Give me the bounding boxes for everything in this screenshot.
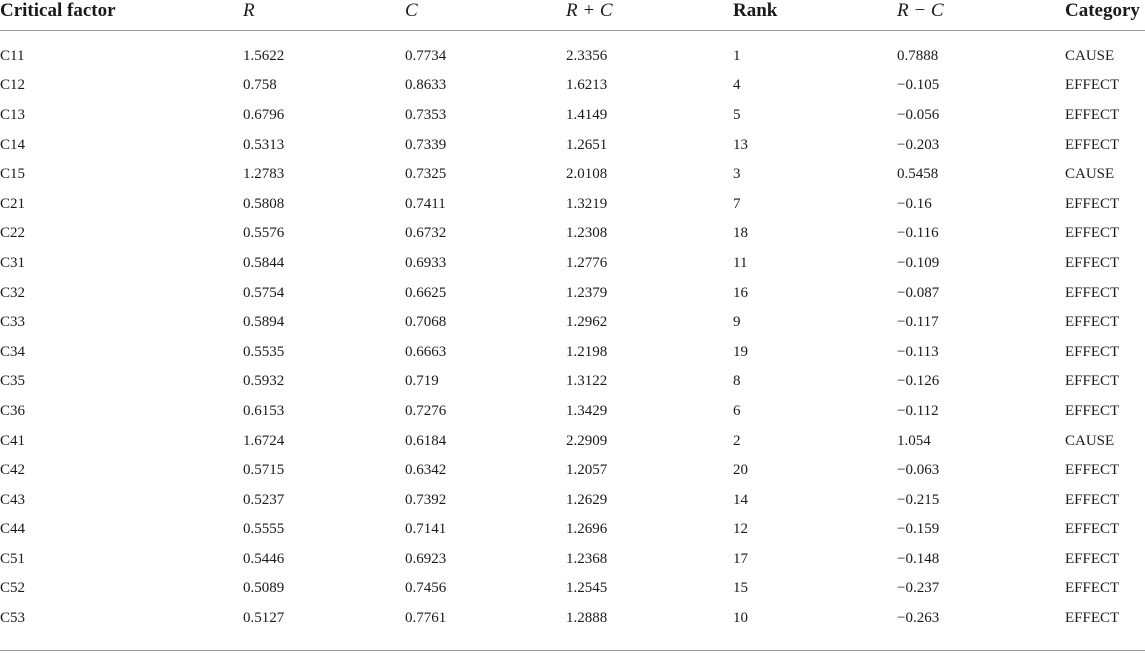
r-plus-c-cell: 1.2962	[566, 314, 608, 331]
r-cell: 0.5237	[243, 491, 285, 508]
c-cell: 0.6732	[405, 225, 447, 242]
r-cell: 0.5894	[243, 314, 285, 331]
rank-cell: 11	[733, 254, 748, 271]
table-row	[0, 189, 1145, 219]
factor-cell: C52	[0, 580, 26, 597]
r-cell: 0.5535	[243, 343, 285, 360]
r-minus-c-cell: −0.112	[897, 402, 939, 419]
r-plus-c-cell: 1.4149	[566, 106, 608, 123]
r-minus-c-cell: −0.237	[897, 580, 940, 597]
category-cell: EFFECT	[1065, 373, 1120, 390]
r-minus-c-cell: 1.054	[897, 432, 931, 449]
factor-cell: C15	[0, 166, 26, 183]
category-cell: EFFECT	[1065, 402, 1120, 419]
table-row	[0, 574, 1145, 604]
r-minus-c-cell: 0.5458	[897, 166, 939, 183]
table-row	[0, 515, 1145, 545]
rank-cell: 4	[733, 77, 741, 94]
bottom-rule	[0, 650, 1145, 651]
factor-cell: C12	[0, 77, 26, 94]
factor-cell: C43	[0, 491, 26, 508]
r-plus-c-cell: 1.2057	[566, 462, 608, 479]
header-r-minus-c: R − C	[897, 0, 944, 21]
c-cell: 0.7339	[405, 136, 447, 153]
table-row	[0, 159, 1145, 189]
rank-cell: 2	[733, 432, 741, 449]
rank-cell: 19	[733, 343, 748, 360]
r-cell: 0.5555	[243, 521, 285, 538]
rank-cell: 12	[733, 521, 748, 538]
r-cell: 1.2783	[243, 166, 285, 183]
factor-cell: C13	[0, 106, 26, 123]
table-header	[0, 0, 1145, 31]
r-minus-c-cell: −0.116	[897, 225, 939, 242]
rank-cell: 7	[733, 195, 741, 212]
table-row	[0, 396, 1145, 426]
r-cell: 0.5446	[243, 550, 285, 567]
r-plus-c-cell: 1.3429	[566, 402, 608, 419]
c-cell: 0.719	[405, 373, 439, 390]
header-rank: Rank	[733, 0, 778, 21]
rank-cell: 13	[733, 136, 748, 153]
table-row	[0, 455, 1145, 485]
table-row	[0, 130, 1145, 160]
rank-cell: 10	[733, 610, 748, 627]
table-row	[0, 367, 1145, 397]
factor-cell: C34	[0, 343, 26, 360]
r-plus-c-cell: 1.2629	[566, 491, 608, 508]
c-cell: 0.6663	[405, 343, 447, 360]
factor-cell: C53	[0, 610, 26, 627]
r-minus-c-cell: −0.159	[897, 521, 940, 538]
category-cell: EFFECT	[1065, 106, 1120, 123]
category-cell: EFFECT	[1065, 462, 1120, 479]
table-row	[0, 544, 1145, 574]
rank-cell: 3	[733, 166, 741, 183]
factor-cell: C14	[0, 136, 26, 153]
category-cell: EFFECT	[1065, 550, 1120, 567]
table-row	[0, 71, 1145, 101]
rank-cell: 14	[733, 491, 748, 508]
category-cell: EFFECT	[1065, 314, 1120, 331]
factor-cell: C36	[0, 402, 26, 419]
rank-cell: 18	[733, 225, 748, 242]
rank-cell: 17	[733, 550, 748, 567]
header-critical-factor: Critical factor	[0, 0, 116, 21]
table-row	[0, 219, 1145, 249]
r-minus-c-cell: −0.215	[897, 491, 940, 508]
r-cell: 0.5313	[243, 136, 285, 153]
header-r-plus-c: R + C	[566, 0, 613, 21]
table-row	[0, 603, 1145, 633]
r-plus-c-cell: 1.2888	[566, 610, 608, 627]
category-cell: EFFECT	[1065, 225, 1120, 242]
table-row	[0, 337, 1145, 367]
r-plus-c-cell: 1.2308	[566, 225, 608, 242]
r-plus-c-cell: 1.6213	[566, 77, 608, 94]
c-cell: 0.7392	[405, 491, 447, 508]
header-c: C	[405, 0, 418, 21]
c-cell: 0.6342	[405, 462, 447, 479]
r-minus-c-cell: 0.7888	[897, 47, 939, 64]
r-cell: 0.6153	[243, 402, 285, 419]
factor-cell: C22	[0, 225, 26, 242]
r-minus-c-cell: −0.148	[897, 550, 940, 567]
category-cell: CAUSE	[1065, 432, 1115, 449]
c-cell: 0.7456	[405, 580, 447, 597]
r-cell: 0.5089	[243, 580, 285, 597]
rank-cell: 1	[733, 47, 741, 64]
factor-cell: C51	[0, 550, 26, 567]
factor-cell: C32	[0, 284, 26, 301]
r-plus-c-cell: 2.2909	[566, 432, 608, 449]
rank-cell: 15	[733, 580, 748, 597]
r-minus-c-cell: −0.063	[897, 462, 940, 479]
r-cell: 0.6796	[243, 106, 285, 123]
c-cell: 0.7276	[405, 402, 447, 419]
r-cell: 0.758	[243, 77, 277, 94]
r-cell: 0.5844	[243, 254, 285, 271]
c-cell: 0.6184	[405, 432, 447, 449]
r-cell: 1.5622	[243, 47, 285, 64]
header-row	[0, 0, 1145, 31]
r-plus-c-cell: 1.2379	[566, 284, 608, 301]
r-cell: 0.5715	[243, 462, 285, 479]
c-cell: 0.6923	[405, 550, 447, 567]
r-plus-c-cell: 1.3122	[566, 373, 608, 390]
category-cell: EFFECT	[1065, 77, 1120, 94]
table-row	[0, 248, 1145, 278]
factor-cell: C42	[0, 462, 26, 479]
r-minus-c-cell: −0.109	[897, 254, 940, 271]
rank-cell: 16	[733, 284, 748, 301]
r-cell: 1.6724	[243, 432, 285, 449]
table-row	[0, 278, 1145, 308]
c-cell: 0.7411	[405, 195, 446, 212]
r-minus-c-cell: −0.16	[897, 195, 932, 212]
r-plus-c-cell: 2.3356	[566, 47, 608, 64]
c-cell: 0.7325	[405, 166, 447, 183]
factor-cell: C21	[0, 195, 26, 212]
r-cell: 0.5808	[243, 195, 285, 212]
factor-cell: C31	[0, 254, 26, 271]
header-r: R	[243, 0, 255, 21]
r-plus-c-cell: 1.2696	[566, 521, 608, 538]
factor-cell: C35	[0, 373, 26, 390]
table-body	[0, 31, 1145, 633]
c-cell: 0.7068	[405, 314, 447, 331]
factor-cell: C11	[0, 47, 25, 64]
category-cell: EFFECT	[1065, 610, 1120, 627]
table-row	[0, 485, 1145, 515]
table-row	[0, 426, 1145, 456]
table-row	[0, 100, 1145, 130]
c-cell: 0.8633	[405, 77, 447, 94]
category-cell: EFFECT	[1065, 136, 1120, 153]
r-minus-c-cell: −0.263	[897, 610, 940, 627]
r-minus-c-cell: −0.113	[897, 343, 939, 360]
r-plus-c-cell: 2.0108	[566, 166, 608, 183]
rank-cell: 8	[733, 373, 741, 390]
r-plus-c-cell: 1.2368	[566, 550, 608, 567]
c-cell: 0.7353	[405, 106, 447, 123]
category-cell: EFFECT	[1065, 254, 1120, 271]
category-cell: EFFECT	[1065, 343, 1120, 360]
category-cell: EFFECT	[1065, 195, 1120, 212]
c-cell: 0.7734	[405, 47, 447, 64]
category-cell: EFFECT	[1065, 284, 1120, 301]
factor-cell: C44	[0, 521, 26, 538]
category-cell: CAUSE	[1065, 47, 1115, 64]
r-cell: 0.5932	[243, 373, 285, 390]
c-cell: 0.7761	[405, 610, 447, 627]
rank-cell: 20	[733, 462, 748, 479]
r-plus-c-cell: 1.3219	[566, 195, 608, 212]
r-plus-c-cell: 1.2651	[566, 136, 608, 153]
r-minus-c-cell: −0.087	[897, 284, 940, 301]
r-plus-c-cell: 1.2776	[566, 254, 608, 271]
header-category: Category	[1065, 0, 1140, 21]
r-cell: 0.5127	[243, 610, 285, 627]
factor-cell: C33	[0, 314, 26, 331]
r-minus-c-cell: −0.117	[897, 314, 939, 331]
category-cell: EFFECT	[1065, 521, 1120, 538]
table-row	[0, 41, 1145, 71]
rank-cell: 9	[733, 314, 741, 331]
r-minus-c-cell: −0.056	[897, 106, 940, 123]
rank-cell: 6	[733, 402, 741, 419]
c-cell: 0.6933	[405, 254, 447, 271]
r-plus-c-cell: 1.2545	[566, 580, 608, 597]
r-cell: 0.5754	[243, 284, 285, 301]
c-cell: 0.6625	[405, 284, 447, 301]
category-cell: EFFECT	[1065, 491, 1120, 508]
r-minus-c-cell: −0.203	[897, 136, 940, 153]
c-cell: 0.7141	[405, 521, 447, 538]
r-cell: 0.5576	[243, 225, 285, 242]
r-minus-c-cell: −0.105	[897, 77, 940, 94]
category-cell: CAUSE	[1065, 166, 1115, 183]
rank-cell: 5	[733, 106, 741, 123]
category-cell: EFFECT	[1065, 580, 1120, 597]
factor-cell: C41	[0, 432, 26, 449]
table-row	[0, 307, 1145, 337]
r-plus-c-cell: 1.2198	[566, 343, 608, 360]
r-minus-c-cell: −0.126	[897, 373, 940, 390]
